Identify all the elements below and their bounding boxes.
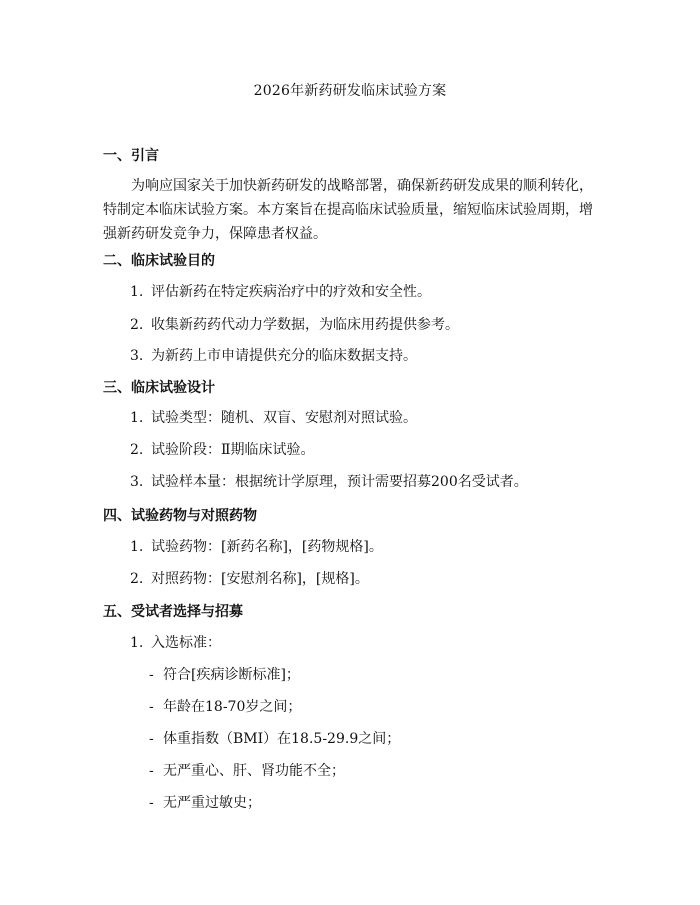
criteria-item [149,728,400,748]
section-heading-subjects: 五、受试者选择与招募 [103,604,243,620]
criteria-text: 年龄在18-70岁之间； [163,699,302,715]
list-item [130,345,417,365]
criteria-text: 体重指数（BMI）在18.5-29.9之间； [163,731,401,747]
list-item [130,407,417,427]
list-item [130,439,315,459]
list-number: 2. [130,317,144,333]
intro-paragraph: 为响应国家关于加快新药研发的战略部署，确保新药研发成果的顺利转化，特制定本临床试验方案。本方案旨在提高临床试验质量，缩短临床试验周期，增强新药研发竞争力，保障患者权益。 [103,178,593,242]
list-text: 评估新药在特定疾病治疗中的疗效和安全性。 [151,284,431,300]
bullet-dash: - [149,699,154,715]
bullet-dash: - [149,731,154,747]
criteria-item [149,664,300,684]
criteria-text: 符合[疾病诊断标准]； [163,667,300,683]
list-item [130,536,383,556]
list-text: 入选标准： [151,635,221,651]
bullet-dash: - [149,763,154,779]
section-heading-design: 三、临床试验设计 [103,380,215,396]
list-item [130,314,459,334]
list-number: 3. [130,348,144,364]
criteria-item [149,792,261,812]
list-number: 1. [130,539,144,555]
section-heading-objectives: 二、临床试验目的 [103,253,215,269]
criteria-text: 无严重心、肝、肾功能不全； [163,763,345,779]
document-title: 2026年新药研发临床试验方案 [253,83,447,99]
section-heading-intro: 一、引言 [103,148,159,164]
criteria-text: 无严重过敏史； [163,795,261,811]
list-number: 1. [130,635,144,651]
list-text: 试验样本量：根据统计学原理，预计需要招募200名受试者。 [151,474,528,490]
list-text: 试验药物：[新药名称]，[药物规格]。 [151,539,383,555]
list-text: 对照药物：[安慰剂名称]，[规格]。 [151,571,369,587]
list-text: 试验类型：随机、双盲、安慰剂对照试验。 [151,410,417,426]
list-item [130,568,369,588]
bullet-dash: - [149,795,154,811]
section-heading-drugs: 四、试验药物与对照药物 [103,508,257,524]
list-number: 3. [130,474,144,490]
list-number: 1. [130,284,144,300]
list-text: 试验阶段：Ⅱ期临床试验。 [151,442,315,458]
list-number: 2. [130,442,144,458]
list-text: 收集新药药代动力学数据，为临床用药提供参考。 [151,317,459,333]
criteria-item [149,696,301,716]
list-item [130,632,221,652]
list-number: 2. [130,571,144,587]
list-item [130,471,528,491]
bullet-dash: - [149,667,154,683]
list-text: 为新药上市申请提供充分的临床数据支持。 [151,348,417,364]
criteria-item [149,760,345,780]
list-item [130,281,431,301]
list-number: 1. [130,410,144,426]
